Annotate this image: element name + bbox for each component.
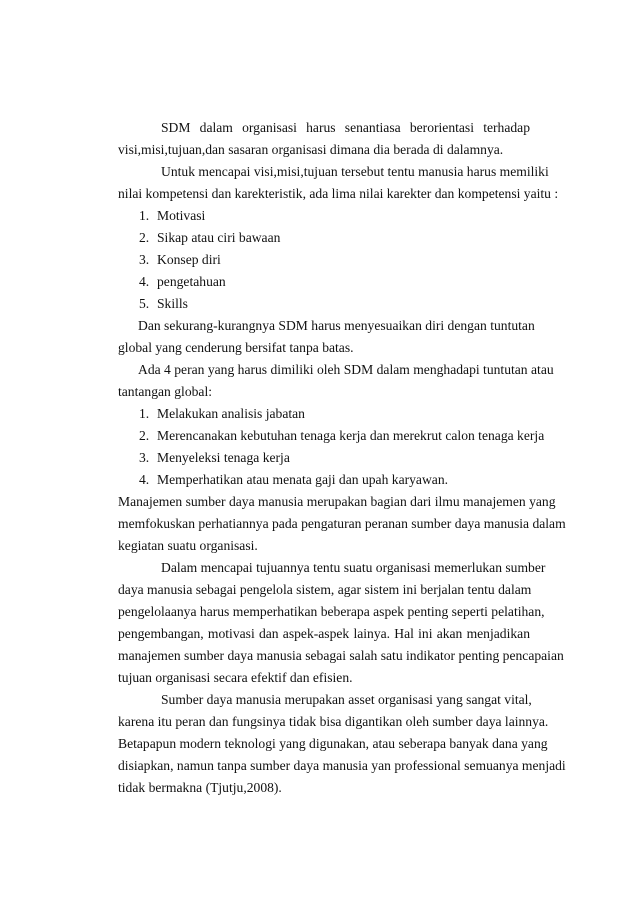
list-sdm-roles bbox=[118, 403, 545, 491]
text-line: global yang cenderung bersifat tanpa batas. bbox=[118, 340, 354, 355]
text-line: daya manusia sebagai pengelola sistem, agar sistem ini berjalan tentu dalam bbox=[118, 582, 532, 597]
text-line: kegiatan suatu organisasi. bbox=[118, 538, 258, 553]
list-item bbox=[118, 227, 530, 249]
text-line: disiapkan, namun tanpa sumber daya manusia yan professional semuanya menjadi bbox=[118, 758, 566, 773]
list-item bbox=[118, 469, 530, 491]
list-text: Menyeleksi tenaga kerja bbox=[157, 450, 290, 465]
list-number: 5. bbox=[139, 296, 150, 311]
text-line: nilai kompetensi dan karekteristik, ada lima nilai karekter dan kompetensi yaitu : bbox=[118, 186, 559, 201]
list-number: 3. bbox=[139, 450, 150, 465]
text-line: visi,misi,tujuan,dan sasaran organisasi dimana dia berada di dalamnya. bbox=[118, 142, 504, 157]
list-item bbox=[118, 249, 530, 271]
text-line: Untuk mencapai visi,misi,tujuan tersebut tentu manusia harus memiliki bbox=[161, 164, 549, 179]
list-text: Melakukan analisis jabatan bbox=[157, 406, 305, 421]
text-line: memfokuskan perhatiannya pada pengaturan peranan sumber daya manusia dalam bbox=[118, 516, 566, 531]
list-text: pengetahuan bbox=[157, 274, 226, 289]
text-line: Dalam mencapai tujuannya tentu suatu organisasi memerlukan sumber bbox=[161, 560, 546, 575]
list-number: 1. bbox=[139, 208, 150, 223]
text-line: tantangan global: bbox=[118, 384, 212, 399]
list-item bbox=[118, 425, 545, 447]
text-line: Sumber daya manusia merupakan asset organisasi yang sangat vital, bbox=[161, 692, 532, 707]
text-line: tujuan organisasi secara efektif dan efisien. bbox=[118, 670, 353, 685]
list-item bbox=[118, 447, 530, 469]
list-text: Skills bbox=[157, 296, 188, 311]
list-number: 4. bbox=[139, 472, 150, 487]
paragraph-organization-goals bbox=[118, 557, 564, 689]
list-number: 3. bbox=[139, 252, 150, 267]
list-item bbox=[118, 271, 530, 293]
text-line: Dan sekurang-kurangnya SDM harus menyesuaikan diri dengan tuntutan bbox=[138, 318, 535, 333]
text-line: tidak bermakna (Tjutju,2008). bbox=[118, 780, 282, 795]
list-text: Sikap atau ciri bawaan bbox=[157, 230, 281, 245]
paragraph-sdm-orientation bbox=[118, 117, 530, 161]
list-number: 1. bbox=[139, 406, 150, 421]
list-item bbox=[118, 293, 530, 315]
text-line: Betapapun modern teknologi yang digunakan, atau seberapa banyak dana yang bbox=[118, 736, 548, 751]
list-text: Memperhatikan atau menata gaji dan upah karyawan. bbox=[157, 472, 449, 487]
paragraph-msdm-definition bbox=[118, 491, 566, 557]
text-line: karena itu peran dan fungsinya tidak bisa digantikan oleh sumber daya lainnya. bbox=[118, 714, 549, 729]
paragraph-competence bbox=[118, 161, 559, 205]
text-line: SDM dalam organisasi harus senantiasa berorientasi terhadap bbox=[161, 120, 530, 135]
list-item bbox=[118, 205, 530, 227]
list-text: Motivasi bbox=[157, 208, 206, 223]
list-number: 4. bbox=[139, 274, 150, 289]
list-item bbox=[118, 403, 530, 425]
text-line: pengembangan, motivasi dan aspek-aspek lainya. Hal ini akan menjadikan bbox=[118, 626, 530, 641]
list-number: 2. bbox=[139, 428, 150, 443]
text-line: manajemen sumber daya manusia sebagai salah satu indikator penting pencapaian bbox=[118, 648, 564, 663]
text-line: Ada 4 peran yang harus dimiliki oleh SDM dalam menghadapi tuntutan atau bbox=[138, 362, 554, 377]
list-number: 2. bbox=[139, 230, 150, 245]
list-character-competence bbox=[118, 205, 530, 315]
text-line: Manajemen sumber daya manusia merupakan bagian dari ilmu manajemen yang bbox=[118, 494, 556, 509]
list-text: Konsep diri bbox=[157, 252, 221, 267]
paragraph-four-roles bbox=[118, 359, 554, 403]
paragraph-vital-asset bbox=[118, 689, 566, 799]
document-page bbox=[118, 117, 566, 799]
text-line: pengelolaanya harus memperhatikan beberapa aspek penting seperti pelatihan, bbox=[118, 604, 545, 619]
list-text: Merencanakan kebutuhan tenaga kerja dan merekrut calon tenaga kerja bbox=[157, 428, 545, 443]
paragraph-global-demands bbox=[118, 315, 535, 359]
